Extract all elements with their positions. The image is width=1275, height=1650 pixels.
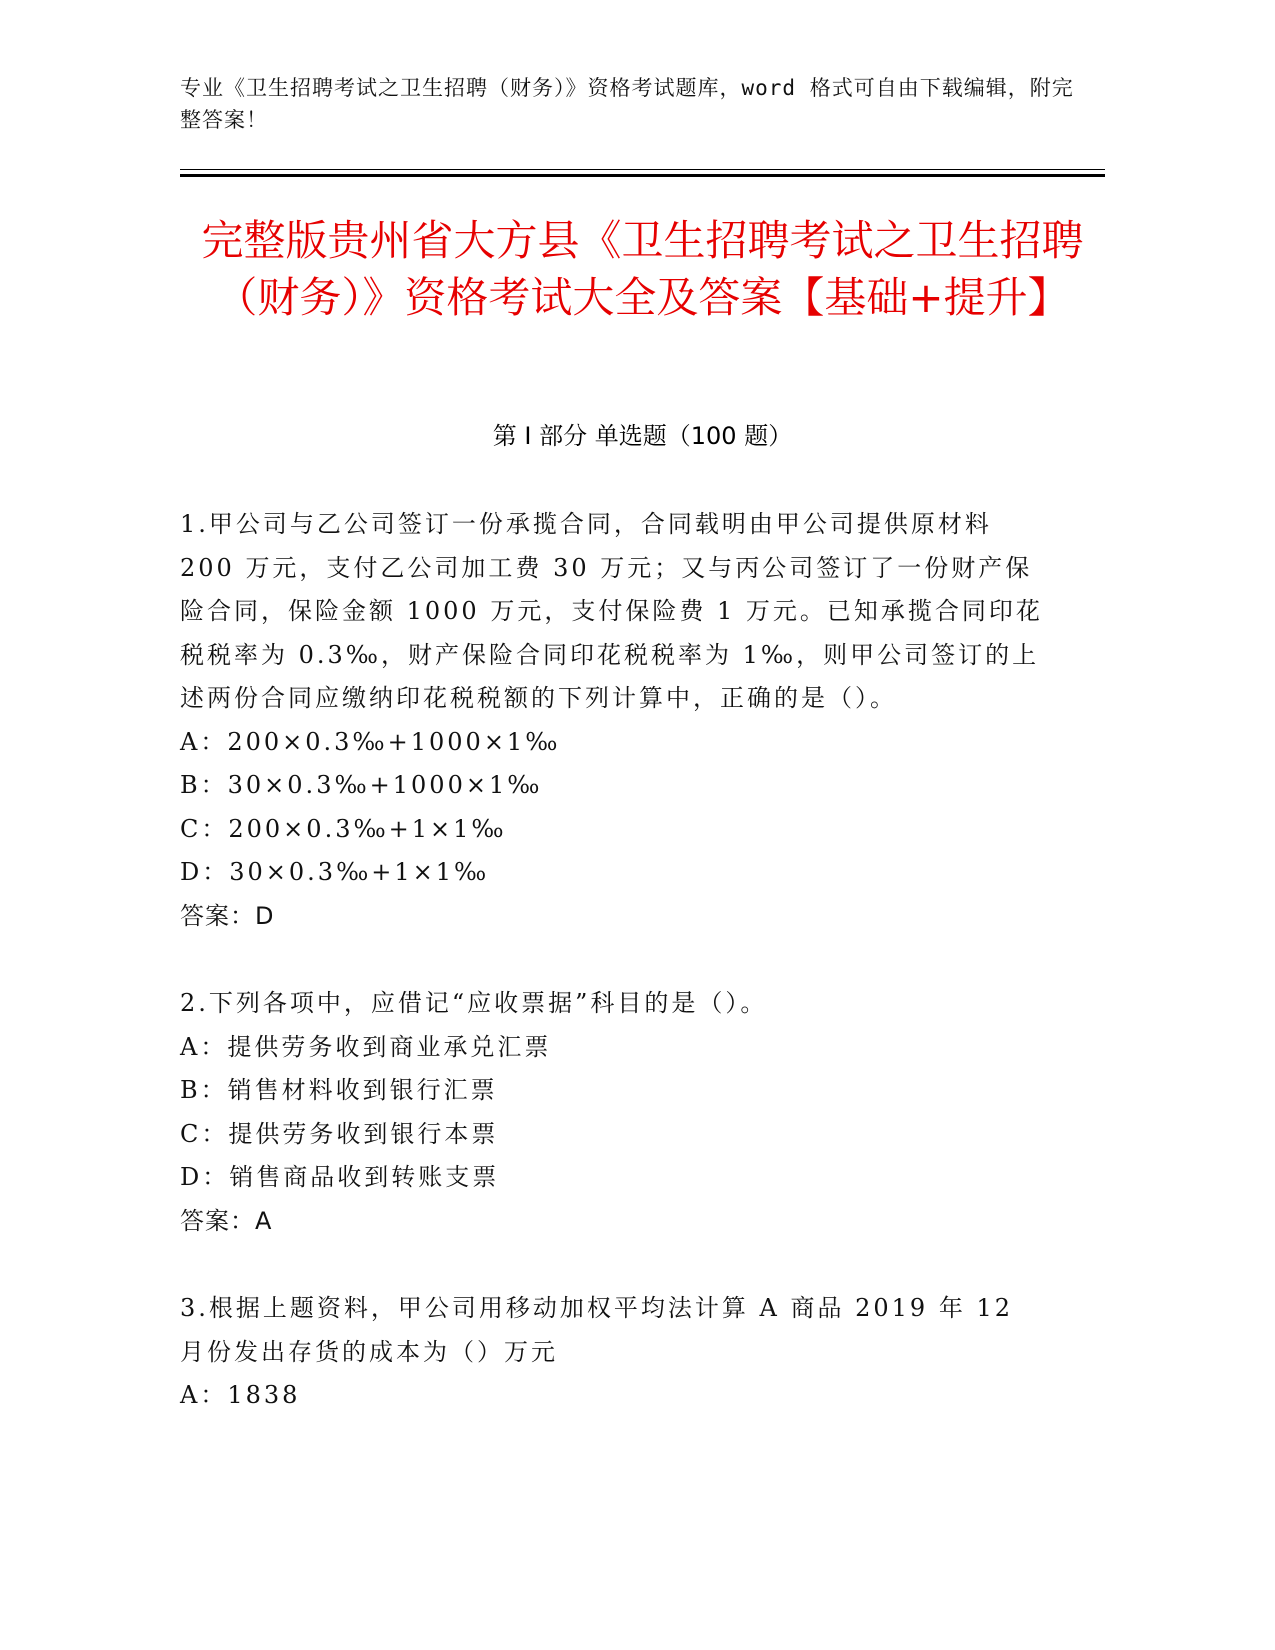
divider-thin	[180, 169, 1105, 170]
question-3	[180, 1287, 1050, 1418]
question-stem: 2.下列各项中，应借记“应收票据”科目的是（）。	[180, 989, 768, 1017]
divider-thick	[180, 174, 1105, 177]
question-stem: 3.根据上题资料，甲公司用移动加权平均法计算 A 商品 2019 年 12 月份发出存货的成本为（）万元	[180, 1294, 1013, 1366]
option-c	[180, 1113, 1050, 1157]
option-text: 销售材料收到银行汇票	[227, 1076, 498, 1104]
option-b	[180, 764, 1050, 808]
question-stem: 1.甲公司与乙公司签订一份承揽合同，合同载明由甲公司提供原材料 200 万元，支付乙公司加工费 30 万元；又与丙公司签订了一份财产保险合同，保险金额 1000 万元，支付保险费 1 万元。已知承揽合同印花税税率为 0.3‰，财产保险合同印花税税率为 1‰，则甲公司签订的上述两份合同应缴纳印花税税额的下列计算中，正确的是（）。	[180, 510, 1043, 712]
option-letter: D：	[180, 1163, 230, 1191]
option-a	[180, 1374, 1050, 1418]
header-note: 专业《卫生招聘考试之卫生招聘（财务）》资格考试题库，word 格式可自由下载编辑，附完整答案！	[180, 76, 1074, 132]
option-letter: C：	[180, 814, 229, 843]
option-b	[180, 1069, 1050, 1113]
option-a	[180, 1026, 1050, 1070]
question-2	[180, 982, 1050, 1243]
answer: 答案：D	[180, 901, 275, 930]
option-text: 30×0.3‰+1000×1‰	[227, 771, 543, 799]
option-letter: D：	[180, 858, 230, 886]
section-heading: 第 I 部分 单选题（100 题）	[492, 422, 793, 450]
option-d	[180, 1156, 1050, 1200]
option-letter: B：	[180, 771, 228, 799]
option-letter: A：	[180, 727, 228, 756]
option-text: 1838	[227, 1381, 301, 1409]
question-1	[180, 503, 1050, 938]
option-text: 提供劳务收到商业承兑汇票	[227, 1032, 552, 1061]
document-title: 完整版贵州省大方县《卫生招聘考试之卫生招聘（财务）》资格考试大全及答案【基础+提升】	[201, 216, 1084, 322]
option-a	[180, 721, 1050, 765]
option-letter: C：	[180, 1119, 229, 1148]
answer: 答案：A	[180, 1206, 273, 1235]
option-letter: A：	[180, 1032, 228, 1061]
option-d	[180, 851, 1050, 895]
option-letter: B：	[180, 1076, 228, 1104]
option-text: 200×0.3‰+1×1‰	[228, 814, 507, 843]
option-letter: A：	[180, 1381, 228, 1409]
option-c	[180, 808, 1050, 852]
option-text: 提供劳务收到银行本票	[228, 1119, 499, 1148]
option-text: 200×0.3‰+1000×1‰	[227, 727, 561, 756]
option-text: 销售商品收到转账支票	[229, 1163, 500, 1191]
option-text: 30×0.3‰+1×1‰	[229, 858, 490, 886]
